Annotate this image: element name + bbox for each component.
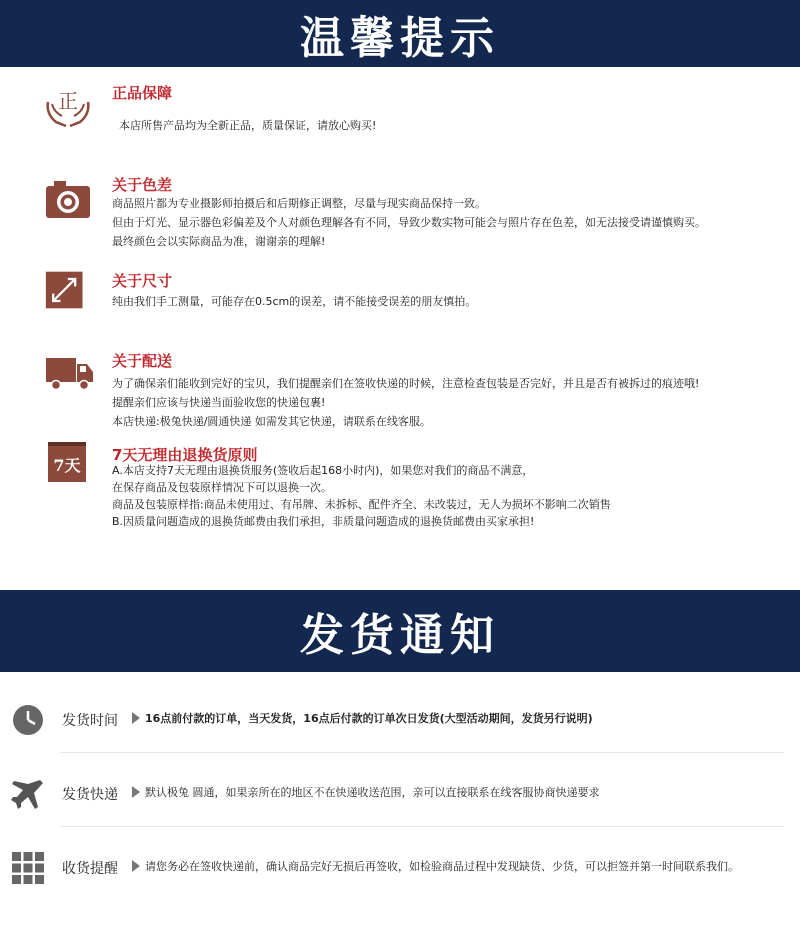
camera-icon bbox=[44, 178, 92, 222]
tip-line: 纯由我们手工测量，可能存在0.5cm的误差，请不能接受误差的朋友慎拍。 bbox=[112, 295, 477, 308]
svg-text:正: 正 bbox=[58, 89, 78, 113]
shipping-banner: 发货通知 bbox=[0, 590, 800, 672]
arrow-right-icon bbox=[132, 712, 140, 724]
tip-title: 关于色差 bbox=[112, 176, 173, 194]
shipping-label: 发货快递 bbox=[62, 787, 118, 803]
tip-line: 提醒亲们应该与快递当面验收您的快递包裹! bbox=[112, 396, 326, 409]
shipping-label: 发货时间 bbox=[62, 713, 118, 729]
tip-title: 关于尺寸 bbox=[112, 272, 173, 290]
tip-line: 本店所售产品均为全新正品，质量保证，请放心购买! bbox=[119, 119, 377, 132]
arrow-right-icon bbox=[132, 860, 140, 872]
tip-body bbox=[112, 292, 476, 311]
shipping-text: 16点前付款的订单，当天发货，16点后付款的订单次日发货(大型活动期间，发货另行说明) bbox=[145, 712, 593, 725]
truck-icon bbox=[44, 352, 96, 396]
tip-line: 为了确保亲们能收到完好的宝贝，我们提醒亲们在签收快递的时候，注意检查包装是否完好，并且是否有被拆过的痕迹哦! bbox=[112, 377, 700, 390]
tip-body bbox=[112, 462, 611, 530]
tip-title: 关于配送 bbox=[112, 352, 173, 370]
tip-line: 但由于灯光、显示器色彩偏差及个人对颜色理解各有不同，导致少数实物可能会与照片存在色差，如无法接受请谨慎购买。 bbox=[112, 216, 706, 229]
tip-line: 商品照片都为专业摄影师拍摄后和后期修正调整，尽量与现实商品保持一致。 bbox=[112, 197, 486, 210]
tip-line: 本店快递:极兔快递/圆通快递 如需发其它快递，请联系在线客服。 bbox=[112, 415, 431, 428]
resize-arrow-icon bbox=[44, 268, 88, 312]
tip-body bbox=[119, 116, 376, 135]
calendar-7-icon: 7天 bbox=[48, 442, 86, 482]
shipping-label: 收货提醒 bbox=[62, 861, 118, 877]
tip-line: A.本店支持7天无理由退换货服务(签收后起168小时内)，如果您对我们的商品不满意， bbox=[112, 464, 534, 477]
arrow-right-icon bbox=[132, 786, 140, 798]
shipping-text: 请您务必在签收快递前，确认商品完好无损后再签收，如检验商品过程中发现缺货、少货，可以拒签并第一时间联系我们。 bbox=[145, 860, 739, 873]
shipping-row-time bbox=[0, 690, 800, 750]
tip-line: 商品及包装原样指:商品未使用过、有吊牌、未拆标、配件齐全、未改装过，无人为损坏不影响二次销售 bbox=[112, 498, 611, 511]
tip-title: 7天无理由退换货原则 bbox=[112, 446, 258, 464]
shipping-text: 默认极兔 圆通，如果亲所在的地区不在快递收送范围，亲可以直接联系在线客服协商快递要求 bbox=[145, 786, 600, 799]
divider bbox=[60, 752, 784, 753]
grid-icon bbox=[10, 850, 46, 886]
notice-banner: 温馨提示 bbox=[0, 0, 800, 67]
airplane-icon bbox=[10, 776, 46, 812]
tip-line: 在保存商品及包装原样情况下可以退换一次。 bbox=[112, 481, 332, 494]
clock-icon bbox=[10, 702, 46, 738]
divider bbox=[60, 826, 784, 827]
tip-body bbox=[112, 374, 699, 431]
tip-line: B.因质量问题造成的退换货邮费由我们承担，非质量问题造成的退换货邮费由买家承担! bbox=[112, 515, 535, 528]
shipping-row-express bbox=[0, 764, 800, 824]
hands-genuine-icon bbox=[44, 84, 92, 128]
tip-title: 正品保障 bbox=[112, 84, 173, 102]
tip-body bbox=[112, 194, 706, 251]
tip-line: 最终颜色会以实际商品为准，谢谢亲的理解! bbox=[112, 235, 326, 248]
shipping-row-receipt bbox=[0, 838, 800, 898]
